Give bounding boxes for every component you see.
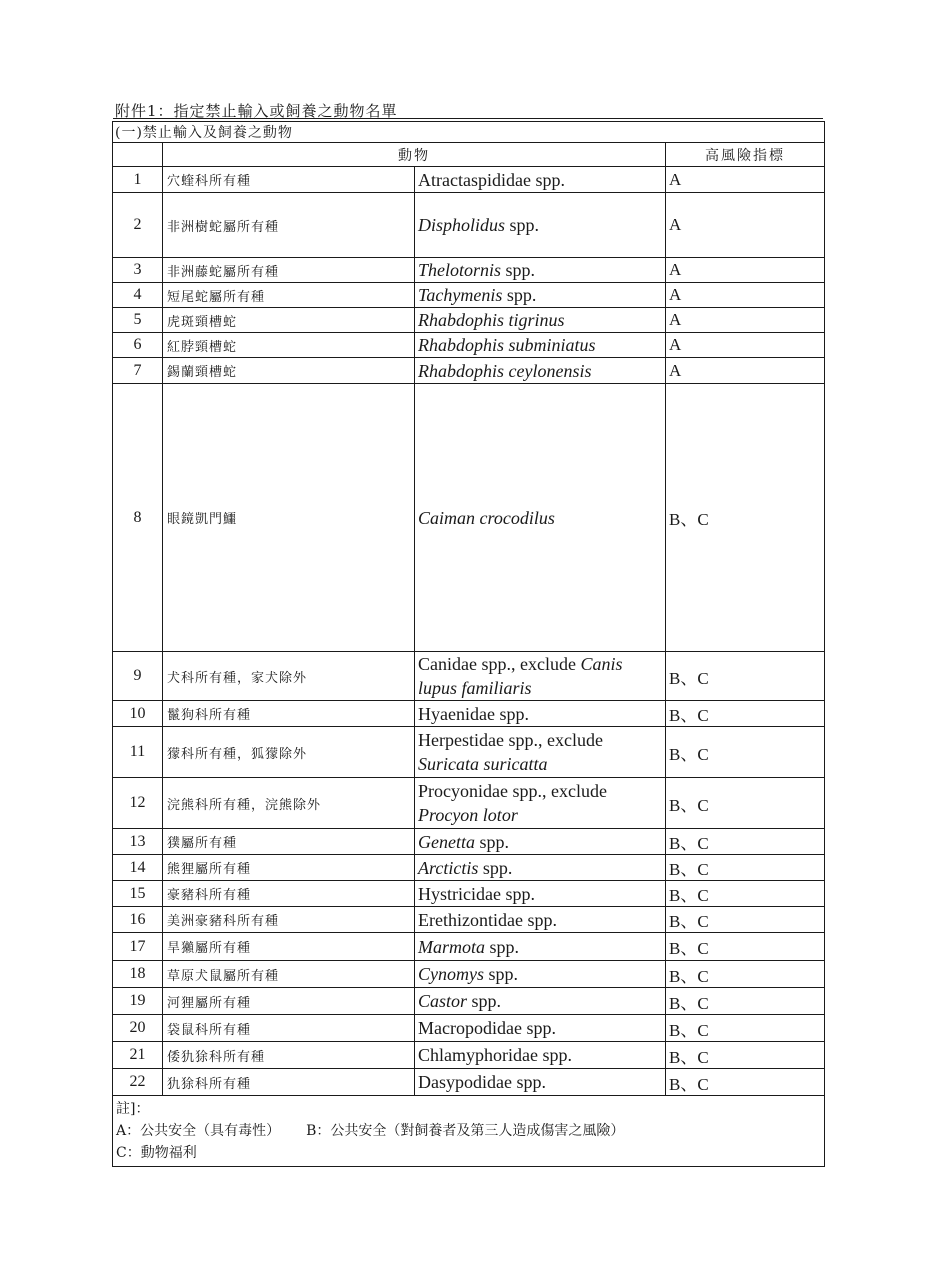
scientific-name-part: Suricata suricatta [418,754,548,774]
scientific-name [415,701,666,727]
chinese-name: 紅脖頸槽蛇 [163,333,415,358]
table-row [113,1069,825,1096]
scientific-name-part: Macropodidae spp. [418,1018,556,1038]
row-number: 15 [113,881,163,907]
scientific-name-part: Castor [418,991,468,1011]
scientific-name-part: Canidae spp., exclude [418,654,581,674]
scientific-name-part: Rhabdophis ceylonensis [418,360,592,381]
row-number: 1 [113,167,163,193]
scientific-name [415,308,666,333]
scientific-name-part: Genetta [418,831,475,852]
row-number: 2 [113,193,163,258]
risk-indicator: B、C [666,855,825,881]
row-number: 10 [113,701,163,727]
risk-indicator: A [666,167,825,193]
header-number-column [113,143,163,167]
scientific-name-part: Chlamyphoridae spp. [418,1045,572,1065]
note-b: B：公共安全（對飼養者及第三人造成傷害之風險） [306,1123,625,1139]
risk-indicator: A [666,308,825,333]
risk-indicator: A [666,283,825,308]
scientific-name [415,778,666,829]
chinese-name: 鬣狗科所有種 [163,701,415,727]
risk-indicator: B、C [666,701,825,727]
chinese-name: 豪豬科所有種 [163,881,415,907]
table-row [113,283,825,308]
table-row [113,258,825,283]
scientific-name [415,652,666,701]
risk-indicator: B、C [666,829,825,855]
row-number: 20 [113,1015,163,1042]
scientific-name-part: Tachymenis [418,285,503,305]
scientific-name-part: Arctictis [418,857,479,878]
scientific-name-part: Atractaspididae spp. [418,169,565,190]
chinese-name: 河狸屬所有種 [163,988,415,1015]
scientific-name [415,384,666,652]
row-number: 21 [113,1042,163,1069]
chinese-name: 美洲豪豬科所有種 [163,907,415,933]
document-title: 附件1：指定禁止輸入或飼養之動物名單 [115,102,398,120]
chinese-name: 犰狳科所有種 [163,1069,415,1096]
scientific-name [415,1069,666,1096]
risk-indicator: B、C [666,907,825,933]
scientific-name-part: spp. [485,936,520,957]
row-number: 14 [113,855,163,881]
scientific-name-part: spp. [484,964,519,984]
table-row [113,193,825,258]
risk-indicator: A [666,258,825,283]
chinese-name: 浣熊科所有種，浣熊除外 [163,778,415,829]
row-number: 11 [113,727,163,778]
row-number: 22 [113,1069,163,1096]
row-number: 19 [113,988,163,1015]
scientific-name [415,193,666,258]
scientific-name-part: Caiman crocodilus [418,507,555,528]
row-number: 17 [113,933,163,961]
risk-indicator: B、C [666,1015,825,1042]
row-number: 5 [113,308,163,333]
scientific-name-part: spp. [474,831,509,852]
row-number: 3 [113,258,163,283]
scientific-name [415,727,666,778]
table-row [113,308,825,333]
note-c: C：動物福利 [116,1145,197,1161]
scientific-name-part: Canis lupus familiaris [418,654,623,698]
notes-line-ab [116,1120,820,1142]
table-row [113,701,825,727]
row-number: 4 [113,283,163,308]
row-number: 18 [113,961,163,988]
scientific-name-part: Thelotornis [418,260,502,280]
scientific-name-part: Rhabdophis subminiatus [418,335,596,355]
scientific-name [415,961,666,988]
scientific-name [415,907,666,933]
chinese-name: 非洲藤蛇屬所有種 [163,258,415,283]
table-row [113,384,825,652]
chinese-name: 倭犰狳科所有種 [163,1042,415,1069]
table-row [113,358,825,384]
chinese-name: 獛屬所有種 [163,829,415,855]
table-row [113,907,825,933]
risk-indicator: A [666,333,825,358]
risk-indicator: B、C [666,961,825,988]
row-number: 13 [113,829,163,855]
scientific-name-part: spp. [505,215,540,235]
risk-indicator: A [666,358,825,384]
scientific-name-part: Procyon lotor [418,805,518,825]
risk-indicator: B、C [666,384,825,652]
chinese-name: 旱獺屬所有種 [163,933,415,961]
chinese-name: 穴蝰科所有種 [163,167,415,193]
chinese-name: 眼鏡凱門鱷 [163,384,415,652]
note-a: A：公共安全（具有毒性） [116,1123,281,1139]
scientific-name-part: Dispholidus [418,215,506,235]
table-row [113,881,825,907]
risk-indicator: B、C [666,1042,825,1069]
section-title: (一)禁止輸入及飼養之動物 [113,122,825,143]
scientific-name-part: Marmota [418,936,485,957]
notes-cell [113,1096,825,1167]
scientific-name-part: spp. [502,285,537,305]
scientific-name-part: spp. [467,991,502,1011]
table-row [113,778,825,829]
scientific-name [415,1042,666,1069]
row-number: 12 [113,778,163,829]
scientific-name [415,933,666,961]
header-row [113,143,825,167]
row-number: 8 [113,384,163,652]
scientific-name [415,333,666,358]
title-underline [113,118,823,119]
chinese-name: 獴科所有種，狐獴除外 [163,727,415,778]
table-row [113,855,825,881]
table-row [113,1015,825,1042]
chinese-name: 虎斑頸槽蛇 [163,308,415,333]
chinese-name: 犬科所有種，家犬除外 [163,652,415,701]
scientific-name-part: spp. [501,260,536,280]
risk-indicator: A [666,193,825,258]
header-risk-indicator: 高風險指標 [666,143,825,167]
table-row [113,652,825,701]
chinese-name: 錫蘭頸槽蛇 [163,358,415,384]
risk-indicator: B、C [666,1069,825,1096]
scientific-name-part: Procyonidae spp., exclude [418,781,607,801]
chinese-name: 袋鼠科所有種 [163,1015,415,1042]
table-row [113,829,825,855]
scientific-name [415,258,666,283]
table-row [113,1042,825,1069]
scientific-name [415,167,666,193]
scientific-name [415,855,666,881]
risk-indicator: B、C [666,988,825,1015]
scientific-name-part: Erethizontidae spp. [418,909,557,930]
risk-indicator: B、C [666,778,825,829]
scientific-name [415,283,666,308]
row-number: 6 [113,333,163,358]
table-row [113,961,825,988]
scientific-name [415,881,666,907]
scientific-name-part: Rhabdophis tigrinus [418,310,565,330]
risk-indicator: B、C [666,933,825,961]
risk-indicator: B、C [666,881,825,907]
scientific-name-part: spp. [478,857,513,878]
scientific-name [415,829,666,855]
section-row [113,122,825,143]
header-animal: 動物 [163,143,666,167]
scientific-name-part: Herpestidae spp., exclude [418,730,603,750]
row-number: 9 [113,652,163,701]
row-number: 7 [113,358,163,384]
scientific-name-part: Hystricidae spp. [418,883,535,904]
chinese-name: 熊狸屬所有種 [163,855,415,881]
notes-row [113,1096,825,1167]
scientific-name [415,988,666,1015]
scientific-name [415,1015,666,1042]
animal-list-table [112,121,825,1167]
table-row [113,727,825,778]
table-row [113,988,825,1015]
chinese-name: 短尾蛇屬所有種 [163,283,415,308]
row-number: 16 [113,907,163,933]
chinese-name: 草原犬鼠屬所有種 [163,961,415,988]
table-row [113,167,825,193]
table-row [113,333,825,358]
scientific-name-part: Cynomys [418,964,484,984]
risk-indicator: B、C [666,652,825,701]
scientific-name [415,358,666,384]
chinese-name: 非洲樹蛇屬所有種 [163,193,415,258]
table-row [113,933,825,961]
scientific-name-part: Hyaenidae spp. [418,703,529,724]
scientific-name-part: Dasypodidae spp. [418,1072,546,1092]
notes-heading: 註]： [116,1101,150,1117]
risk-indicator: B、C [666,727,825,778]
